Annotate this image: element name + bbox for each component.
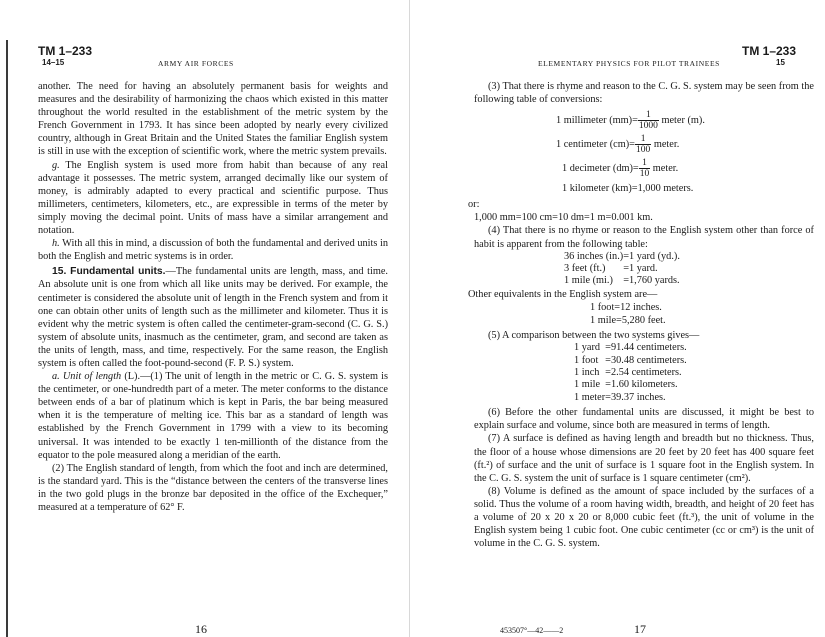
conversion-left: 1 millimeter (mm)= [556,115,638,127]
table-row [574,342,687,354]
other-equivalents: Other equivalents in the English system are— [468,288,658,300]
paragraph-4: (4) That there is no rhyme or reason to the English system other than force of habit is apparent from the following table: [474,225,814,250]
right-text-column [468,80,814,550]
left-header-range: 14–15 [42,58,65,67]
table-cell: 1 mile [574,379,601,391]
conversion-km: 1 kilometer (km)=1,000 meters. [562,183,694,195]
right-page [410,0,825,637]
conversion-right: meter. [652,163,679,175]
equivalent-line: 1 mile=5,280 feet. [590,315,666,327]
table-cell: =30.48 centimeters. [605,354,687,366]
paragraph-2: (2) The English standard of length, from which the foot and inch are determined, is the standard yard. This is the “distance between the centers of the transverse lines in the two gold plugs in the bronze bar deposited in the office of the Exchequer,” measured at a temperature of 62° F. [38,462,388,513]
paragraph-continued: another. The need for having an absolutely permanent basis for weights and measures and the desirability of harmonizing the chaos which existed in this matter throughout the world resulted in the establishment of the metric system by the French Government in 1793. It has since been adopted by nearly every civilized country, although in Great Britain and the United States the familiar English system is still in use with the exception of scientific work, where the metric system prevails. [38,81,388,158]
paragraph-6: (6) Before the other fundamental units are discussed, it might be best to explain surface and volume, since both are measured in terms of length. [474,407,814,432]
left-text-column [38,80,388,514]
right-header-tm: TM 1–233 [742,44,797,58]
fraction [635,134,651,155]
table-cell: =2.54 centimeters. [605,367,682,379]
conversion-left: 1 decimeter (dm)= [562,163,639,175]
paragraph-h-text: With all this in mind, a discussion of both the fundamental and derived units in both the English and metric systems is in order. [38,238,388,263]
paragraph-a [38,370,388,462]
paragraph-g-label: g. [52,159,60,171]
table-cell: 36 inches (in.) [564,250,624,262]
table-cell: 1 foot [574,354,599,366]
left-header-tm: TM 1–233 [38,44,93,58]
table-cell: 1 meter [574,391,606,403]
paragraph-a-text: —(1) The unit of length in the metric or C. G. S. system is the centimeter, or one-hundredth part of a meter. The meter conforms to the distance between ends of a bar of platinum which is kept in Paris, the bar being measured when it is the temperature of melting ice. This bar as a standard of length was established by the French Government in 1799 with a view to its becoming universal. It was intended to be exactly 1 ten-millionth of the distance from the equator to the pole measured along a meridian of the earth. [38,371,388,461]
conversion-row [556,134,814,155]
table-cell: 1 mile (mi.) [564,275,613,287]
fraction-denominator: 100 [636,145,651,156]
table-row [574,355,687,367]
fraction-numerator: 1 [640,134,646,145]
section-15-heading: 15. Fundamental units. [52,266,166,278]
table-cell: =91.44 centimeters. [605,342,687,354]
paragraph-h [38,237,388,263]
table-cell: =1 yard (yd.). [623,250,680,262]
conversion-right: meter. [653,139,680,151]
paragraph-8: (8) Volume is defined as the amount of space included by the surfaces of a solid. Thus the volume of a room having width, breadth, and height of 20 feet has a volume of 20 x 20 x 20 or 8,000 cubic feet (ft.³), the unit of volume in the English system being 1 cubic foot. One cubic centimeter (cc or cm³) is the unit of volume in the C. G. S. system. [474,485,814,550]
paragraph-a-label: a. [52,371,60,383]
metric-chain: 1,000 mm=100 cm=10 dm=1 m=0.001 km. [474,212,653,224]
fraction-denominator: 1000 [638,121,658,132]
comparison-table [574,342,687,404]
paragraph-g [38,159,388,238]
table-cell: =1 yard. [623,263,658,275]
conversion-table [474,110,814,195]
english-units-table [564,251,680,288]
table-row [564,263,680,275]
section-15 [38,265,388,370]
left-header-title: ARMY AIR FORCES [158,59,234,68]
fraction [638,110,659,131]
right-page-number: 17 [634,622,646,636]
table-row [574,367,687,379]
fraction-numerator: 1 [642,158,647,169]
table-cell: =1,760 yards. [623,275,680,287]
paragraph-3: (3) That there is rhyme and reason to the C. G. S. system may be seen from the following table of conversions: [474,81,814,106]
right-header-range: 15 [776,58,785,67]
fraction-denominator: 10 [639,169,650,180]
paragraph-h-label: h. [52,238,60,250]
table-cell: =39.37 inches. [605,391,666,403]
conversion-right: meter (m). [661,115,705,127]
table-row [564,275,680,287]
equivalent-line: 1 foot=12 inches. [590,301,662,313]
paragraph-5: (5) A comparison between the two systems gives— [488,330,700,342]
print-imprint: 453507°—42——2 [500,626,564,635]
section-15-text: —The fundamental units are length, mass, and time. An absolute unit is one from which all like units may be derived. For example, the centimeter is considered the absolute unit of length in the French system and from it one can obtain other units of length such as the millimeter and kilometer. Thus it is evident why the metric system is often called the centimeter-gram-second (C. G. S.) system of absolute units, inasmuch as the centimeter, gram, and second are taken as the units of length, mass, and time, respectively. For the same reason, the English system is often called the foot-pound-second (F. P. S.) system. [38,266,388,369]
table-cell: 1 inch [574,367,600,379]
left-page-number: 16 [195,622,207,636]
table-row [574,392,687,404]
table-cell: =1.60 kilometers. [605,379,678,391]
or-label: or: [468,199,480,211]
conversion-row [556,110,814,131]
paragraph-a-symbol: (L). [124,371,141,383]
table-cell: 1 yard [574,342,601,354]
table-cell: 3 feet (ft.) [564,263,606,275]
fraction-numerator: 1 [646,110,651,121]
conversion-left: 1 centimeter (cm)= [556,139,635,151]
paragraph-7: (7) A surface is defined as having length and breadth but no thickness. Thus, the floor of a house whose dimensions are 20 feet by 20 feet has 400 square feet (ft.²) of surface and the unit of surface is 1 square foot in the English system. In the C. G. S. system the unit of surface is 1 square centimeter (cm²). [474,433,814,484]
table-row [564,251,680,263]
conversion-row [556,158,814,179]
table-row [574,379,687,391]
right-header-title: ELEMENTARY PHYSICS FOR PILOT TRAINEES [538,59,720,68]
fraction [639,158,651,179]
left-page [0,0,410,637]
paragraph-a-title: Unit of length [62,371,122,383]
paragraph-g-text: The English system is used more from habit than because of any real advantage it possesses. The metric system, arranged decimally like our system of money, is admirably adapted to every practical and scientific purpose. Thus millimeters, centimeters, kilometers, etc., are expressible in terms of the meter by simply moving the decimal point. Units of mass have a similar arrangement and notation. [38,159,388,237]
